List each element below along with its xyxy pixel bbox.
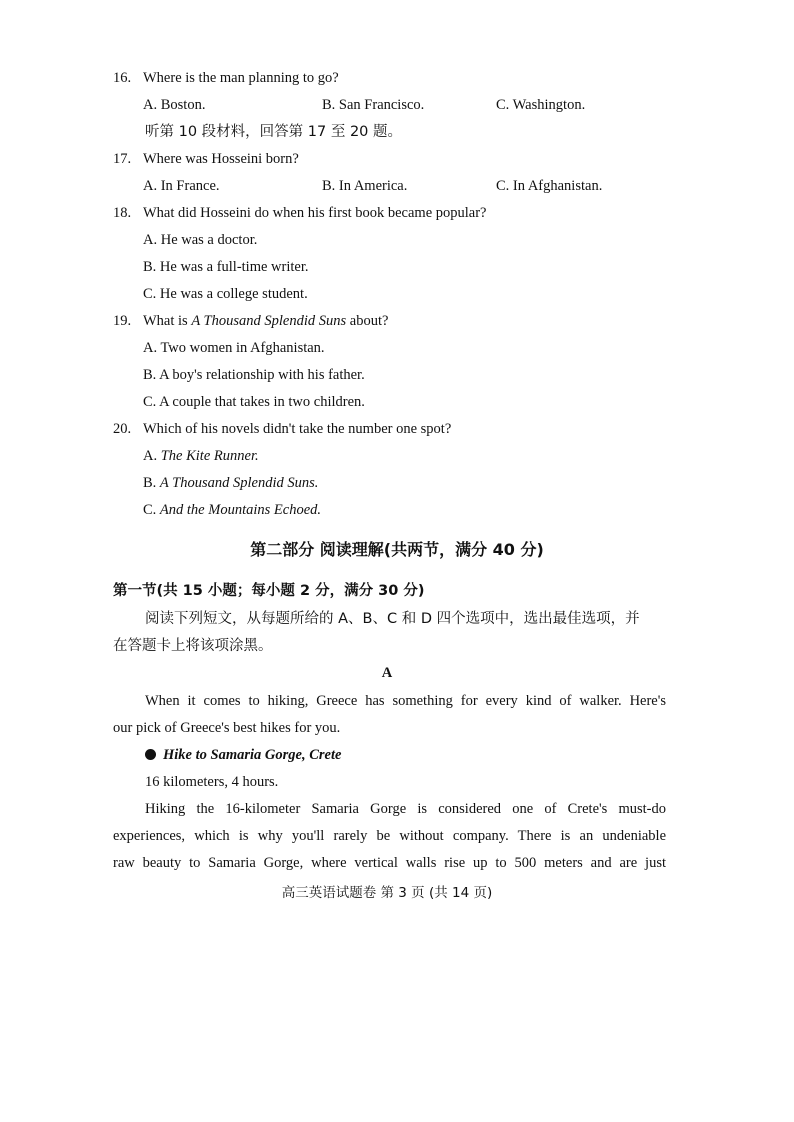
- question-stem: Where is the man planning to go?: [143, 70, 339, 86]
- hike-para-line-1: Hiking the 16-kilometer Samaria Gorge is considered one of Crete's must-do: [145, 801, 666, 817]
- question-number: 20.: [113, 421, 132, 437]
- question-number: 17.: [113, 151, 132, 167]
- option-letter: C.: [143, 502, 157, 518]
- hike-title: Hike to Samaria Gorge, Crete: [163, 747, 342, 763]
- option-text: And the Mountains Echoed.: [159, 502, 322, 518]
- page-footer: 高三英语试题卷 第 3 页 (共 14 页): [281, 885, 493, 901]
- option-a: A. In France.: [143, 178, 220, 194]
- option-text: A Thousand Splendid Suns.: [159, 475, 319, 491]
- listening-instruction: 听第 10 段材料，回答第 17 至 20 题。: [145, 124, 403, 140]
- part-title: 第二部分 阅读理解(共两节，满分 40 分): [250, 540, 544, 559]
- option-text: The Kite Runner.: [160, 448, 259, 464]
- option-b: B. A boy's relationship with his father.: [143, 367, 365, 383]
- bullet-icon: [145, 749, 156, 760]
- question-stem: Where was Hosseini born?: [143, 151, 299, 167]
- passage-line-1: When it comes to hiking, Greece has something for every kind of walker. Here's: [145, 693, 666, 709]
- option-letter: B.: [143, 475, 157, 491]
- question-number: 19.: [113, 313, 132, 329]
- option-c: C. In Afghanistan.: [496, 178, 603, 194]
- hike-para-line-2: experiences, which is why you'll rarely be without company. There is an undeniable: [113, 828, 666, 844]
- passage-letter: A: [381, 665, 393, 681]
- hike-heading: [145, 746, 341, 764]
- question-stem: What did Hosseini do when his first book became popular?: [143, 205, 487, 221]
- option-a: A. He was a doctor.: [143, 232, 258, 248]
- option-b: [143, 474, 318, 492]
- section-instruction-line-1: 阅读下列短文，从每题所给的 A、B、C 和 D 四个选项中，选出最佳选项，并: [145, 611, 640, 627]
- stem-pre: What is: [143, 313, 192, 329]
- book-title: A Thousand Splendid Suns: [191, 313, 347, 329]
- option-c: C. A couple that takes in two children.: [143, 394, 365, 410]
- option-b: B. San Francisco.: [322, 97, 425, 113]
- option-a: A. Two women in Afghanistan.: [143, 340, 325, 356]
- option-b: B. He was a full-time writer.: [143, 259, 309, 275]
- passage-line-2: our pick of Greece's best hikes for you.: [113, 720, 341, 736]
- section-instruction-line-2: 在答题卡上将该项涂黑。: [113, 638, 273, 654]
- option-b: B. In America.: [322, 178, 408, 194]
- question-stem: [143, 312, 388, 330]
- option-letter: A.: [143, 448, 158, 464]
- question-number: 18.: [113, 205, 132, 221]
- option-c: C. Washington.: [496, 97, 586, 113]
- hike-para-line-3: raw beauty to Samaria Gorge, where vertical walls rise up to 500 meters and are just: [113, 855, 666, 871]
- question-number: 16.: [113, 70, 132, 86]
- option-a: A. Boston.: [143, 97, 206, 113]
- question-stem: Which of his novels didn't take the number one spot?: [143, 421, 452, 437]
- hike-info: 16 kilometers, 4 hours.: [145, 774, 279, 790]
- option-a: [143, 447, 259, 465]
- option-c: C. He was a college student.: [143, 286, 308, 302]
- option-c: [143, 501, 321, 519]
- stem-post: about?: [346, 313, 389, 329]
- section-title: 第一节(共 15 小题；每小题 2 分，满分 30 分): [113, 583, 425, 599]
